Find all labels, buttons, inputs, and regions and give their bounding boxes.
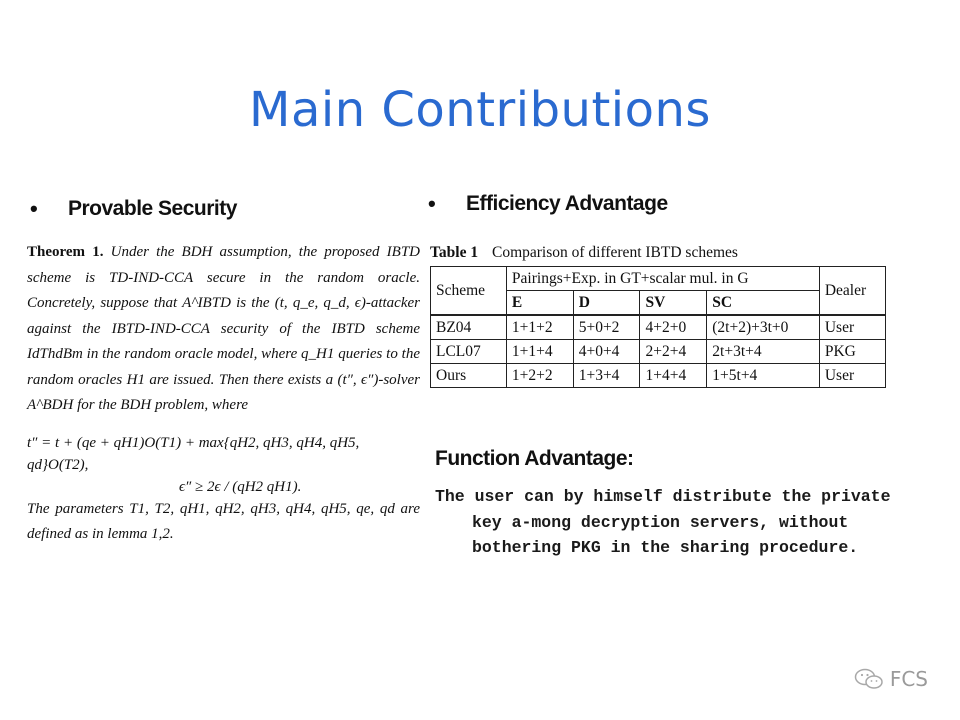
cell-d: 1+3+4: [573, 364, 640, 388]
cell-scheme: Ours: [431, 364, 507, 388]
cell-d: 4+0+4: [573, 340, 640, 364]
formula-line-1: t″ = t + (qe + qH1)O(T1) + max{qH2, qH3, qH4, qH5, qd}O(T2),: [27, 435, 360, 473]
table-row: [431, 340, 886, 364]
cell-sc: 1+5t+4: [707, 364, 820, 388]
cell-sc: (2t+2)+3t+0: [707, 315, 820, 340]
theorem-formula: [27, 432, 420, 498]
cell-sv: 2+2+4: [640, 340, 707, 364]
function-advantage-heading: Function Advantage:: [435, 447, 634, 470]
header-group: Pairings+Exp. in GT+scalar mul. in G: [506, 267, 819, 291]
watermark: [854, 667, 928, 691]
subheader-sc: SC: [707, 291, 820, 316]
comparison-table: [430, 266, 886, 388]
cell-e: 1+1+2: [506, 315, 573, 340]
subheader-e: E: [506, 291, 573, 316]
bullet-provable-security: [30, 196, 237, 222]
table-row: [431, 315, 886, 340]
cell-dealer: User: [819, 364, 885, 388]
header-scheme: Scheme: [431, 267, 507, 316]
cell-e: 1+2+2: [506, 364, 573, 388]
formula-line-2: ϵ″ ≥ 2ϵ / (qH2 qH1).: [179, 479, 302, 495]
subheader-sv: SV: [640, 291, 707, 316]
slide-title: Main Contributions: [249, 82, 711, 138]
function-advantage-text: The user can by himself distribute the private key a-mong decryption servers, without bothering PKG in the sharing procedure.: [435, 487, 891, 558]
subheader-d: D: [573, 291, 640, 316]
theorem-body: Under the BDH assumption, the proposed IBTD scheme is TD-IND-CCA secure in the random oracle. Concretely, suppose that A^IBTD is the (t, q_e, q_d, ϵ)-attacker against the IBTD-IND-CCA security of the IBTD scheme IdThdBm in the random oracle model, where q_H1 queries to the random oracles H1 are issued. Then there exists a (t″, ϵ″)-solver A^BDH for the BDH problem, where: [27, 244, 421, 413]
cell-sc: 2t+3t+4: [707, 340, 820, 364]
wechat-icon: [854, 668, 884, 690]
theorem-parameters: The parameters T1, T2, qH1, qH2, qH3, qH4, qH5, qe, qd are defined as in lemma 1,2.: [27, 501, 420, 542]
cell-scheme: BZ04: [431, 315, 507, 340]
bullet-label: Provable Security: [68, 197, 237, 220]
cell-dealer: PKG: [819, 340, 885, 364]
bullet-efficiency-advantage: [428, 191, 668, 217]
watermark-text: FCS: [889, 667, 928, 691]
bullet-label: Efficiency Advantage: [466, 192, 668, 215]
table-caption-label: Table 1: [430, 244, 479, 261]
table-caption-text: Comparison of different IBTD schemes: [491, 244, 738, 261]
cell-sv: 4+2+0: [640, 315, 707, 340]
theorem-label: Theorem 1.: [27, 244, 104, 260]
table-caption: [430, 244, 738, 262]
theorem-statement: [27, 240, 420, 419]
cell-scheme: LCL07: [431, 340, 507, 364]
bullet-marker: •: [30, 196, 38, 221]
table-row: [431, 364, 886, 388]
header-dealer: Dealer: [819, 267, 885, 316]
cell-dealer: User: [819, 315, 885, 340]
bullet-marker: •: [428, 191, 436, 216]
cell-d: 5+0+2: [573, 315, 640, 340]
cell-e: 1+1+4: [506, 340, 573, 364]
cell-sv: 1+4+4: [640, 364, 707, 388]
